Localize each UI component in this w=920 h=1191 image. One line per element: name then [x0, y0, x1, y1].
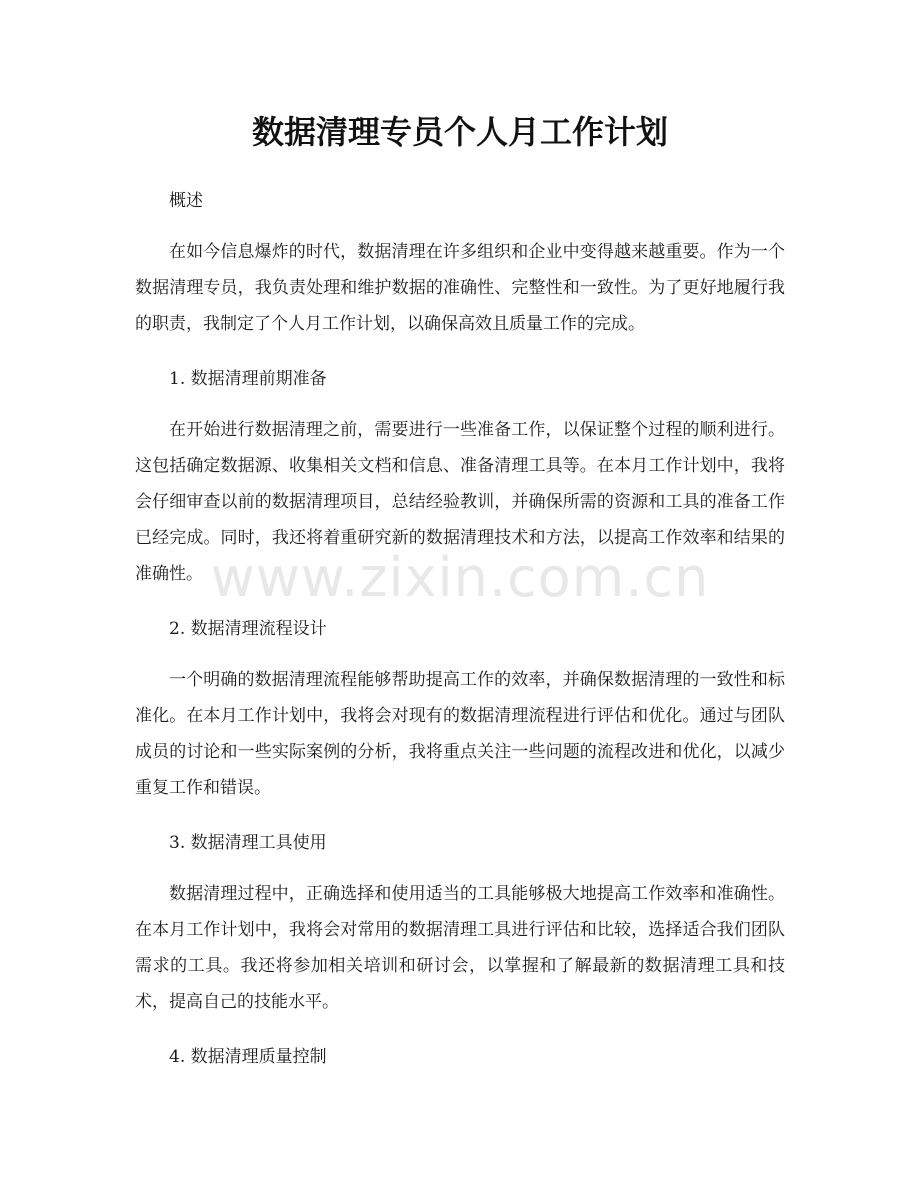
document-title: 数据清理专员个人月工作计划 — [251, 113, 668, 151]
section-paragraph-1: 在开始进行数据清理之前，需要进行一些准备工作，以保证整个过程的顺利进行。这包括确定数据源、收集相关文档和信息、准备清理工具等。在本月工作计划中，我将会仔细审查以前的数据清理项目，总结经验教训，并确保所需的资源和工具的准备工作已经完成。同时，我还将着重研究新的数据清理技术和方法，以提高工作效率和结果的准确性。 — [135, 420, 785, 584]
section-paragraph-3: 数据清理过程中，正确选择和使用适当的工具能够极大地提高工作效率和准确性。在本月工作计划中，我将会对常用的数据清理工具进行评估和比较，选择适合我们团队需求的工具。我还将参加相关培训和研讨会，以掌握和了解最新的数据清理工具和技术，提高自己的技能水平。 — [135, 884, 785, 1012]
document-body — [135, 180, 785, 1078]
watermark-text: www.zixin.com.cn — [210, 546, 710, 609]
section-heading-1: 1. 数据清理前期准备 — [169, 369, 327, 389]
section-heading-overview: 概述 — [169, 191, 203, 211]
section-paragraph-overview: 在如今信息爆炸的时代，数据清理在许多组织和企业中变得越来越重要。作为一个数据清理专员，我负责处理和维护数据的准确性、完整性和一致性。为了更好地履行我的职责，我制定了个人月工作计划，以确保高效且质量工作的完成。 — [135, 242, 785, 334]
section-heading-4: 4. 数据清理质量控制 — [169, 1047, 327, 1067]
section-heading-3: 3. 数据清理工具使用 — [169, 833, 327, 853]
section-heading-2: 2. 数据清理流程设计 — [169, 619, 327, 639]
section-paragraph-2: 一个明确的数据清理流程能够帮助提高工作的效率，并确保数据清理的一致性和标准化。在本月工作计划中，我将会对现有的数据清理流程进行评估和优化。通过与团队成员的讨论和一些实际案例的分析，我将重点关注一些问题的流程改进和优化，以减少重复工作和错误。 — [135, 670, 785, 798]
